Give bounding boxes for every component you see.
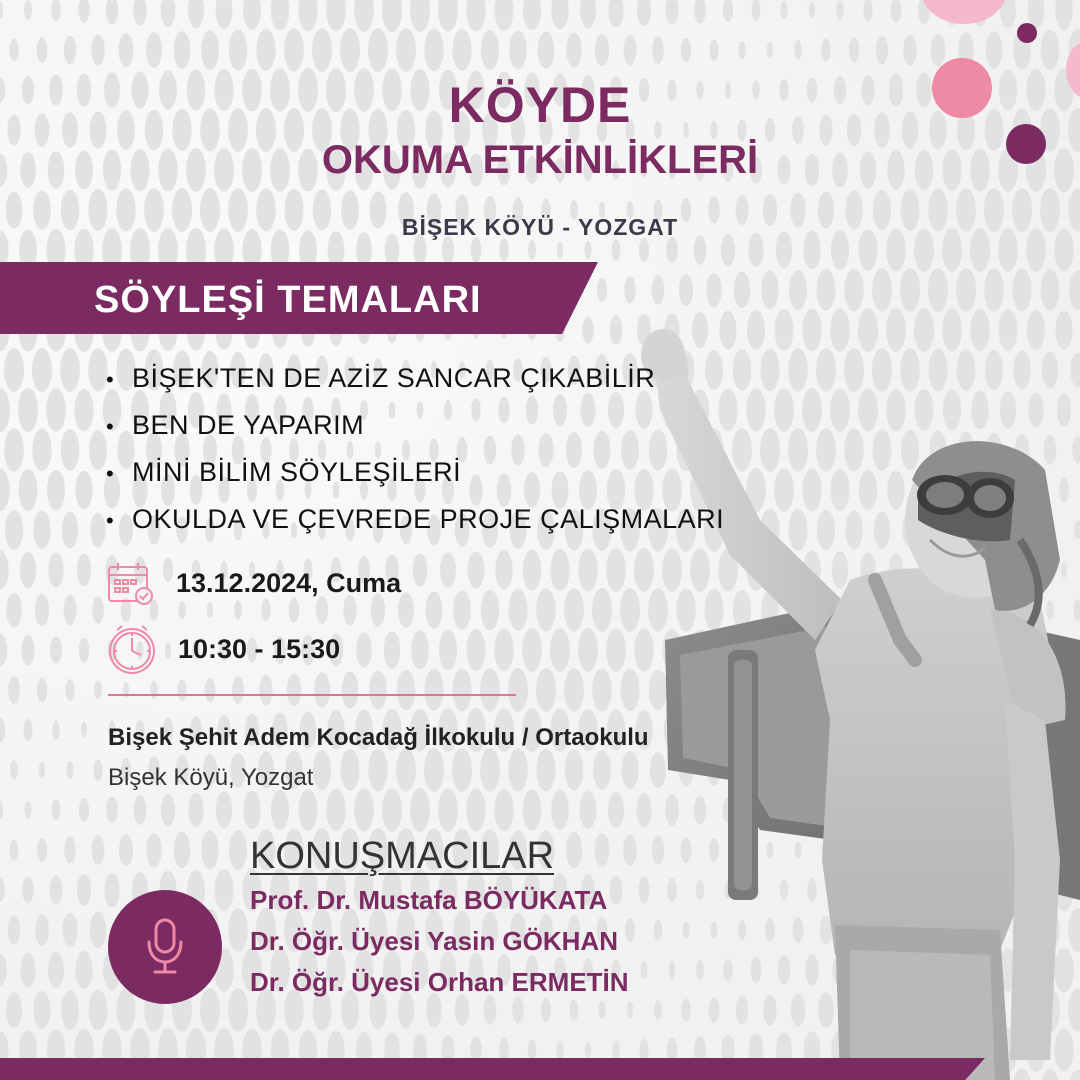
- speaker-name: Dr. Öğr. Üyesi Orhan ERMETİN: [250, 967, 629, 997]
- list-item: [106, 497, 724, 544]
- bottom-bar: [0, 1058, 985, 1080]
- title-line-2: OKUMA ETKİNLİKLERİ: [321, 138, 759, 182]
- title-line-1: KÖYDE: [448, 77, 632, 133]
- theme-text: MİNİ BİLİM SÖYLEŞİLERİ: [132, 457, 462, 487]
- location-subtitle: BİŞEK KÖYÜ - YOZGAT: [401, 214, 679, 240]
- list-item: [106, 403, 724, 450]
- theme-text: OKULDA VE ÇEVREDE PROJE ÇALIŞMALARI: [132, 504, 725, 534]
- bullet-icon: •: [106, 508, 115, 533]
- venue-address: Bişek Köyü, Yozgat: [108, 764, 314, 791]
- event-date: 13.12.2024, Cuma: [176, 568, 402, 598]
- list-item: [106, 450, 724, 497]
- bullet-icon: •: [106, 367, 115, 392]
- speakers-list: [250, 880, 629, 1003]
- microphone-icon: [108, 890, 222, 1004]
- list-item: [106, 356, 724, 403]
- theme-text: BİŞEK'TEN DE AZİZ SANCAR ÇIKABİLİR: [132, 363, 656, 393]
- speakers-heading: KONUŞMACILAR: [250, 835, 555, 877]
- bullet-icon: •: [106, 414, 115, 439]
- divider-line: [108, 694, 516, 696]
- clock-icon: [106, 624, 158, 676]
- theme-text: BEN DE YAPARIM: [132, 410, 365, 440]
- calendar-icon: [107, 561, 155, 605]
- venue-name: Bişek Şehit Adem Kocadağ İlkokulu / Ortaokulu: [108, 724, 649, 751]
- speaker-name: Dr. Öğr. Üyesi Yasin GÖKHAN: [250, 926, 618, 956]
- themes-list: [106, 356, 724, 544]
- event-time: 10:30 - 15:30: [178, 634, 341, 664]
- themes-heading: SÖYLEŞİ TEMALARI: [94, 279, 482, 321]
- microphone-badge: [108, 890, 222, 1004]
- speaker-name: Prof. Dr. Mustafa BÖYÜKATA: [250, 885, 608, 915]
- bullet-icon: •: [106, 461, 115, 486]
